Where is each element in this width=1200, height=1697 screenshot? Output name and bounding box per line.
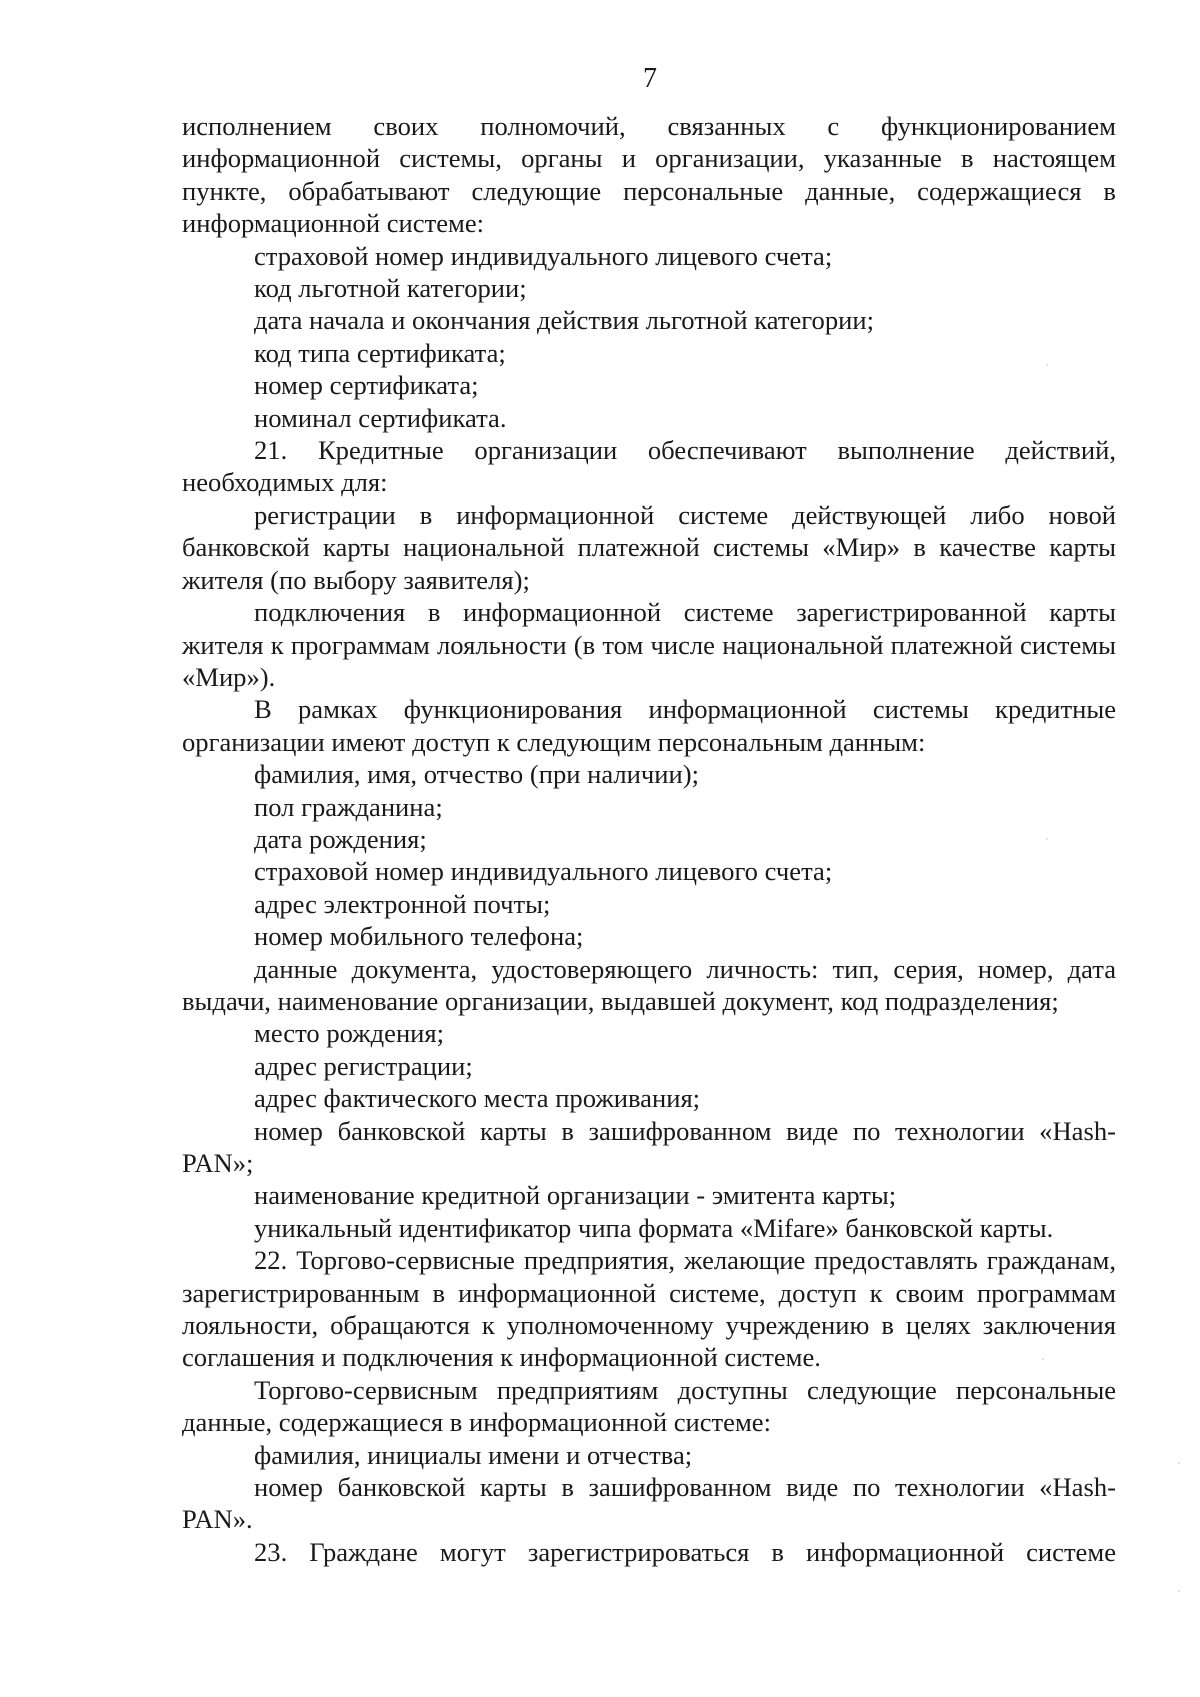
list-item: номер сертификата; — [254, 370, 479, 401]
clause-22: 22. Торгово-сервисные предприятия, желающие предоставлять гражданам, зарегистрированным в информационной системе, доступ к своим программам лояльности, обращаются к уполномоченному учреждению в целях заключения соглашения и подключения к информационной системе. — [182, 1245, 1116, 1373]
list-item: данные документа, удостоверяющего личность: тип, серия, номер, дата выдачи, наименование организации, выдавшей документ, код подразделения; — [182, 953, 1116, 1016]
paragraph: исполнением своих полномочий, связанных с функционированием информационной системы, органы и организации, указанные в настоящем пункте, обрабатывают следующие персональные данные, содержащиеся в информационной системе: — [182, 111, 1116, 239]
list-item: код льготной категории; — [254, 273, 527, 304]
list-item: наименование кредитной организации - эмитента карты; — [254, 1180, 897, 1211]
list-item: подключения в информационной системе зарегистрированной карты жителя к программам лояльности (в том числе национальной платежной системы «Мир»). — [182, 597, 1116, 692]
list-item: место рождения; — [254, 1018, 445, 1049]
scan-artifact — [1046, 838, 1048, 840]
paragraph: Торгово-сервисным предприятиям доступны следующие персональные данные, содержащиеся в информационной системе: — [182, 1374, 1116, 1438]
list-item: регистрации в информационной системе действующей либо новой банковской карты национальной платежной системы «Мир» в качестве карты жителя (по выбору заявителя); — [182, 499, 1116, 595]
clause-21: 21. Кредитные организации обеспечивают выполнение действий, необходимых для: — [182, 435, 1116, 498]
document-body — [182, 110, 1116, 1568]
list-item: адрес электронной почты; — [254, 888, 551, 919]
list-item: дата начала и окончания действия льготной категории; — [254, 305, 874, 336]
list-item: страховой номер индивидуального лицевого счета; — [254, 240, 833, 271]
page-number: 7 — [643, 63, 657, 94]
list-item: дата рождения; — [254, 823, 427, 854]
list-item: код типа сертификата; — [254, 337, 506, 368]
paragraph: В рамках функционирования информационной системы кредитные организации имеют доступ к следующим персональным данным: — [182, 694, 1116, 757]
scan-artifact — [1042, 1358, 1044, 1360]
scan-artifact — [1178, 1590, 1180, 1592]
list-item: адрес фактического места проживания; — [254, 1083, 701, 1114]
clause-23: 23. Граждане могут зарегистрироваться в информационной системе — [254, 1536, 1116, 1567]
scan-artifact — [1046, 364, 1048, 366]
list-item: страховой номер индивидуального лицевого счета; — [254, 856, 833, 887]
list-item: номер банковской карты в зашифрованном виде по технологии «Hash-PAN». — [182, 1472, 1116, 1535]
list-item: номер мобильного телефона; — [254, 921, 584, 952]
list-item: номер банковской карты в зашифрованном виде по технологии «Hash-PAN»; — [182, 1115, 1116, 1178]
list-item: пол гражданина; — [254, 791, 443, 822]
list-item: фамилия, инициалы имени и отчества; — [254, 1439, 693, 1470]
scan-artifact — [1178, 1462, 1180, 1464]
list-item: фамилия, имя, отчество (при наличии); — [254, 759, 699, 790]
list-item: уникальный идентификатор чипа формата «Mifare» банковской карты. — [254, 1212, 1054, 1243]
list-item: адрес регистрации; — [254, 1050, 473, 1081]
list-item: номинал сертификата. — [254, 402, 507, 433]
